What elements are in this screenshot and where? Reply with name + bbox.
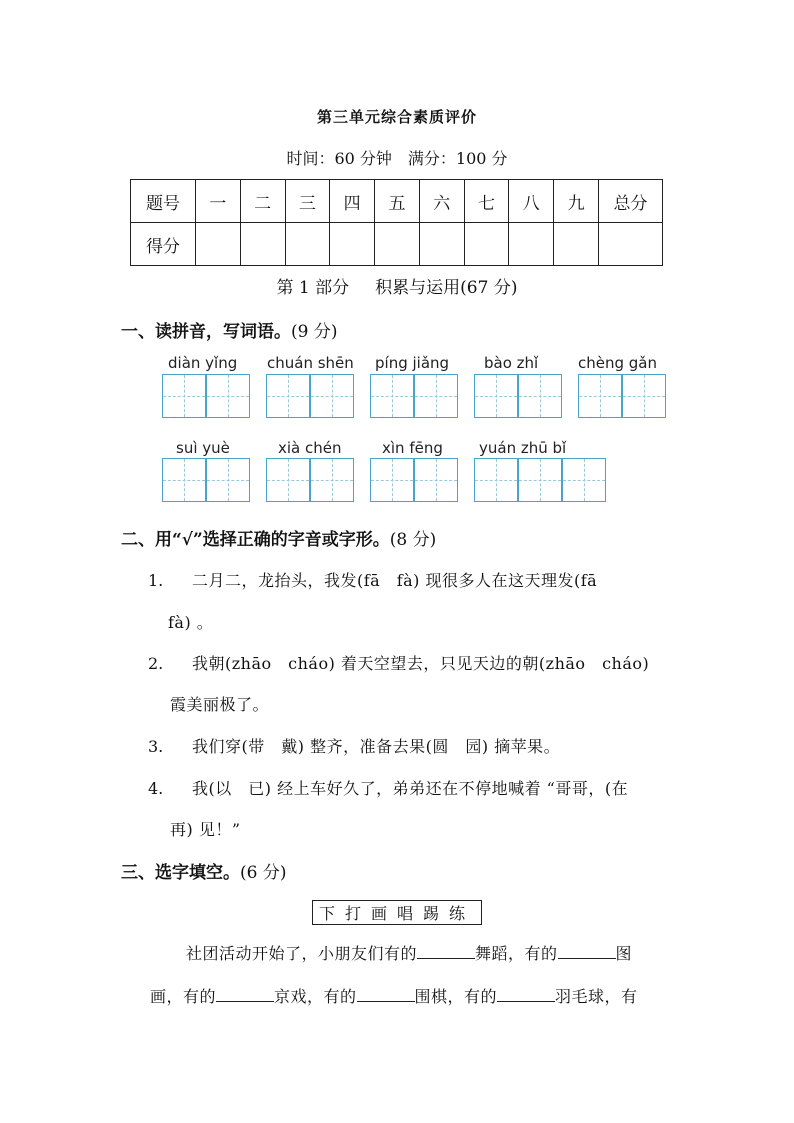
score-input-cell[interactable]	[509, 223, 554, 266]
section-heading-2	[121, 525, 436, 550]
exam-time-score: 时间：60 分钟 满分：100 分	[286, 149, 508, 168]
pinyin-label: chuán shēn	[267, 354, 354, 372]
question-text: 我朝(zhāo cháo) 着天空望去，只见天边的朝(zhāo cháo)	[192, 654, 650, 673]
score-input-cell[interactable]	[419, 223, 464, 266]
table-cell: 五	[375, 180, 420, 223]
paragraph-text: 舞蹈，有的	[475, 944, 558, 963]
pinyin-label: yuán zhū bǐ	[479, 439, 567, 457]
fill-blank[interactable]	[497, 987, 555, 1002]
fill-blank[interactable]	[357, 987, 415, 1002]
score-input-cell[interactable]	[330, 223, 375, 266]
writing-grid-cell[interactable]	[266, 458, 310, 502]
score-table	[130, 179, 663, 266]
part-heading	[0, 273, 794, 298]
paragraph-text: 羽毛球，有	[555, 987, 638, 1006]
fill-blank-paragraph-line-2	[150, 984, 638, 1007]
word-choice-chars: 下打画唱踢练	[312, 900, 482, 925]
writing-grid-cell[interactable]	[206, 458, 250, 502]
writing-grid-cell[interactable]	[622, 374, 666, 418]
part-name: 积累与运用(67 分)	[375, 278, 518, 298]
writing-grid-cell[interactable]	[162, 374, 206, 418]
writing-grid-cell[interactable]	[518, 374, 562, 418]
section-points: (9 分)	[291, 322, 338, 342]
score-input-cell[interactable]	[196, 223, 241, 266]
writing-grid-cell[interactable]	[370, 374, 414, 418]
score-input-cell[interactable]	[464, 223, 509, 266]
section-title: 一、读拼音，写词语。	[121, 322, 291, 342]
writing-grid-cell[interactable]	[266, 374, 310, 418]
writing-grid-cell[interactable]	[562, 458, 606, 502]
table-cell: 七	[464, 180, 509, 223]
writing-grid-cell[interactable]	[578, 374, 622, 418]
pinyin-label: diàn yǐng	[168, 354, 238, 372]
writing-grid-cell[interactable]	[370, 458, 414, 502]
question-text: 二月二，龙抬头，我发(fā fà) 现很多人在这天理发(fā	[192, 571, 598, 590]
question-number: 4.	[148, 779, 164, 798]
section-title: 三、选字填空。	[121, 863, 240, 883]
writing-grid-cell[interactable]	[474, 458, 518, 502]
pinyin-label: xìn fēng	[382, 439, 443, 457]
writing-grid-cell[interactable]	[518, 458, 562, 502]
question-number: 3.	[148, 737, 164, 756]
question-text-cont: 再) 见！”	[170, 820, 241, 839]
page-title: 第三单元综合素质评价	[316, 108, 477, 126]
paragraph-text: 图	[615, 944, 633, 963]
writing-grid-cell[interactable]	[310, 458, 354, 502]
paragraph-text: 画，有的	[150, 987, 217, 1006]
pinyin-label: chèng gǎn	[578, 354, 657, 372]
paragraph-text: 围棋，有的	[414, 987, 498, 1006]
section-heading-3	[121, 858, 286, 883]
pinyin-label: bào zhǐ	[484, 354, 539, 372]
paragraph-text: 社团活动开始了，小朋友们有的	[186, 944, 418, 963]
score-table-header-row	[131, 180, 663, 223]
table-cell: 题号	[131, 180, 196, 223]
score-input-cell[interactable]	[240, 223, 285, 266]
part-label: 第 1 部分	[276, 278, 350, 298]
paragraph-text: 京戏，有的	[274, 987, 357, 1006]
score-table-score-row	[131, 223, 663, 266]
word-choice-box	[0, 900, 794, 925]
question-text-cont: 霞美丽极了。	[170, 695, 270, 714]
table-cell: 八	[509, 180, 554, 223]
score-input-cell[interactable]	[285, 223, 330, 266]
score-input-cell[interactable]	[375, 223, 420, 266]
table-cell: 六	[419, 180, 464, 223]
table-cell: 九	[554, 180, 599, 223]
score-input-cell[interactable]	[599, 223, 663, 266]
pinyin-label: xià chén	[278, 439, 342, 457]
writing-grid-cell[interactable]	[414, 374, 458, 418]
score-input-cell[interactable]	[554, 223, 599, 266]
fill-blank[interactable]	[216, 987, 274, 1002]
section-points: (6 分)	[240, 863, 287, 883]
table-cell: 二	[240, 180, 285, 223]
section-points: (8 分)	[389, 530, 437, 550]
fill-blank[interactable]	[417, 944, 475, 959]
section-title: 二、用“√”选择正确的字音或字形。	[121, 530, 390, 550]
fill-blank[interactable]	[558, 944, 616, 959]
table-cell: 得分	[131, 223, 196, 266]
question-text: 我们穿(带 戴) 整齐，准备去果(圆 园) 摘苹果。	[192, 737, 561, 756]
question-number: 1.	[148, 571, 164, 590]
writing-grid-cell[interactable]	[206, 374, 250, 418]
question-text: 我(以 已) 经上车好久了，弟弟还在不停地喊着 “哥哥，(在	[192, 779, 629, 798]
table-cell: 总分	[599, 180, 663, 223]
table-cell: 三	[285, 180, 330, 223]
table-cell: 一	[196, 180, 241, 223]
question-number: 2.	[148, 654, 164, 673]
pinyin-label: suì yuè	[176, 439, 230, 457]
writing-grid-cell[interactable]	[474, 374, 518, 418]
fill-blank-paragraph-line-1	[186, 941, 632, 964]
writing-grid-cell[interactable]	[162, 458, 206, 502]
writing-grid-cell[interactable]	[414, 458, 458, 502]
writing-grid-cell[interactable]	[310, 374, 354, 418]
question-text-cont: fà) 。	[168, 613, 214, 632]
table-cell: 四	[330, 180, 375, 223]
section-heading-1	[121, 317, 337, 342]
pinyin-label: píng jiǎng	[375, 354, 450, 372]
